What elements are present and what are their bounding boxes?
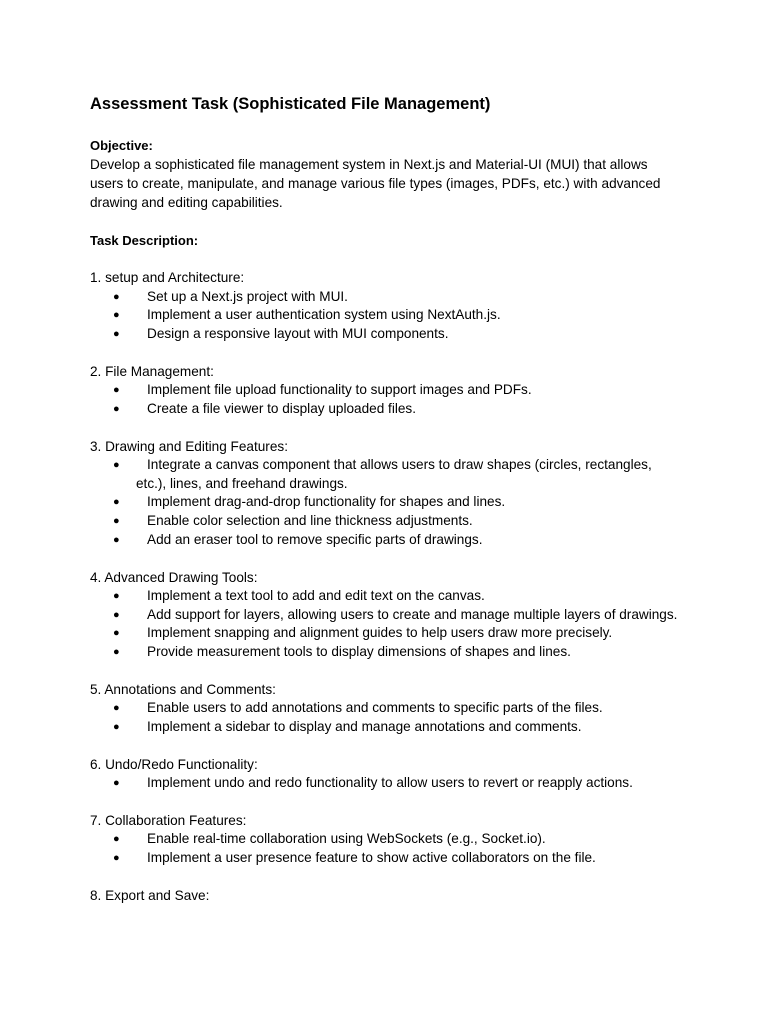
list-item xyxy=(90,512,680,531)
list-item-text: Implement a sidebar to display and manage annotations and comments. xyxy=(147,719,582,735)
list-item-text: Implement a user presence feature to show active collaborators on the file. xyxy=(147,850,596,866)
bullet-icon: ● xyxy=(113,327,120,340)
bullet-icon: ● xyxy=(113,459,120,472)
list-item-text: Design a responsive layout with MUI components. xyxy=(147,325,449,341)
list-item xyxy=(90,606,680,625)
bullet-icon: ● xyxy=(113,702,120,715)
bullet-list xyxy=(90,381,680,418)
list-item-text: Integrate a canvas component that allows users to draw shapes (circles, rectangles, etc.), lines, and freehand drawings. xyxy=(136,457,652,491)
list-item-text: Implement drag-and-drop functionality for shapes and lines. xyxy=(147,494,506,510)
task-section xyxy=(90,812,680,868)
section-heading: 3. Drawing and Editing Features: xyxy=(90,438,288,454)
section-heading: 5. Annotations and Comments: xyxy=(90,681,276,697)
list-item-text: Implement snapping and alignment guides to help users draw more precisely. xyxy=(147,625,613,641)
bullet-icon: ● xyxy=(113,496,120,509)
bullet-list xyxy=(90,774,680,793)
bullet-icon: ● xyxy=(113,384,120,397)
list-item xyxy=(90,643,680,662)
list-item xyxy=(90,306,680,325)
list-item-text: Implement undo and redo functionality to allow users to revert or reapply actions. xyxy=(147,775,633,791)
list-item-text: Enable users to add annotations and comments to specific parts of the files. xyxy=(147,700,603,716)
list-item xyxy=(90,381,680,400)
list-item xyxy=(90,493,680,512)
list-item-text: Enable real-time collaboration using WebSockets (e.g., Socket.io). xyxy=(147,831,546,847)
task-section xyxy=(90,438,680,550)
task-section xyxy=(90,569,680,662)
objective-text: Develop a sophisticated file management system in Next.js and Material-UI (MUI) that allows users to create, manipulate, and manage various file types (images, PDFs, etc.) with advanced drawing and editing capabilities. xyxy=(90,157,661,210)
list-item xyxy=(90,624,680,643)
bullet-icon: ● xyxy=(113,627,120,640)
bullet-list xyxy=(90,830,680,867)
section-heading: 2. File Management: xyxy=(90,363,214,379)
section-heading: 8. Export and Save: xyxy=(90,887,210,903)
bullet-icon: ● xyxy=(113,590,120,603)
list-item xyxy=(90,531,680,550)
bullet-list xyxy=(90,288,680,344)
task-section xyxy=(90,681,680,737)
list-item xyxy=(90,699,680,718)
task-section xyxy=(90,269,680,344)
bullet-icon: ● xyxy=(113,852,120,865)
bullet-icon: ● xyxy=(113,533,120,546)
section-heading: 7. Collaboration Features: xyxy=(90,812,247,828)
bullet-list xyxy=(90,456,680,550)
list-item-text: Create a file viewer to display uploaded files. xyxy=(147,400,417,416)
section-heading: 1. setup and Architecture: xyxy=(90,270,245,285)
bullet-list xyxy=(90,699,680,736)
bullet-icon: ● xyxy=(113,777,120,790)
list-item xyxy=(90,325,680,344)
task-section xyxy=(90,887,680,906)
list-item xyxy=(90,587,680,606)
list-item xyxy=(90,849,680,868)
document-page xyxy=(90,94,680,905)
list-item-text: Add an eraser tool to remove specific parts of drawings. xyxy=(147,531,483,547)
list-item-text: Implement a text tool to add and edit text on the canvas. xyxy=(147,588,485,604)
list-item-text: Set up a Next.js project with MUI. xyxy=(147,288,348,304)
list-item xyxy=(90,456,680,493)
list-item xyxy=(90,830,680,849)
section-heading: 4. Advanced Drawing Tools: xyxy=(90,569,258,585)
bullet-icon: ● xyxy=(113,402,120,415)
objective-label: Objective: xyxy=(90,138,153,153)
section-heading: 6. Undo/Redo Functionality: xyxy=(90,756,258,772)
bullet-icon: ● xyxy=(113,515,120,528)
list-item xyxy=(90,718,680,737)
task-section xyxy=(90,363,680,419)
bullet-icon: ● xyxy=(113,290,120,303)
list-item-text: Implement file upload functionality to support images and PDFs. xyxy=(147,382,532,398)
task-sections xyxy=(90,269,680,905)
task-section xyxy=(90,756,680,793)
task-description-label: Task Description: xyxy=(90,233,199,248)
list-item-text: Implement a user authentication system using NextAuth.js. xyxy=(147,307,501,323)
document-title: Assessment Task (Sophisticated File Management) xyxy=(90,95,491,113)
list-item xyxy=(90,774,680,793)
list-item-text: Add support for layers, allowing users to create and manage multiple layers of drawings. xyxy=(147,606,678,622)
bullet-icon: ● xyxy=(113,646,120,659)
bullet-list xyxy=(90,587,680,662)
list-item-text: Provide measurement tools to display dimensions of shapes and lines. xyxy=(147,644,571,660)
list-item-text: Enable color selection and line thickness adjustments. xyxy=(147,513,473,529)
list-item xyxy=(90,288,680,307)
bullet-icon: ● xyxy=(113,608,120,621)
bullet-icon: ● xyxy=(113,721,120,734)
bullet-icon: ● xyxy=(113,833,120,846)
bullet-icon: ● xyxy=(113,309,120,322)
list-item xyxy=(90,400,680,419)
